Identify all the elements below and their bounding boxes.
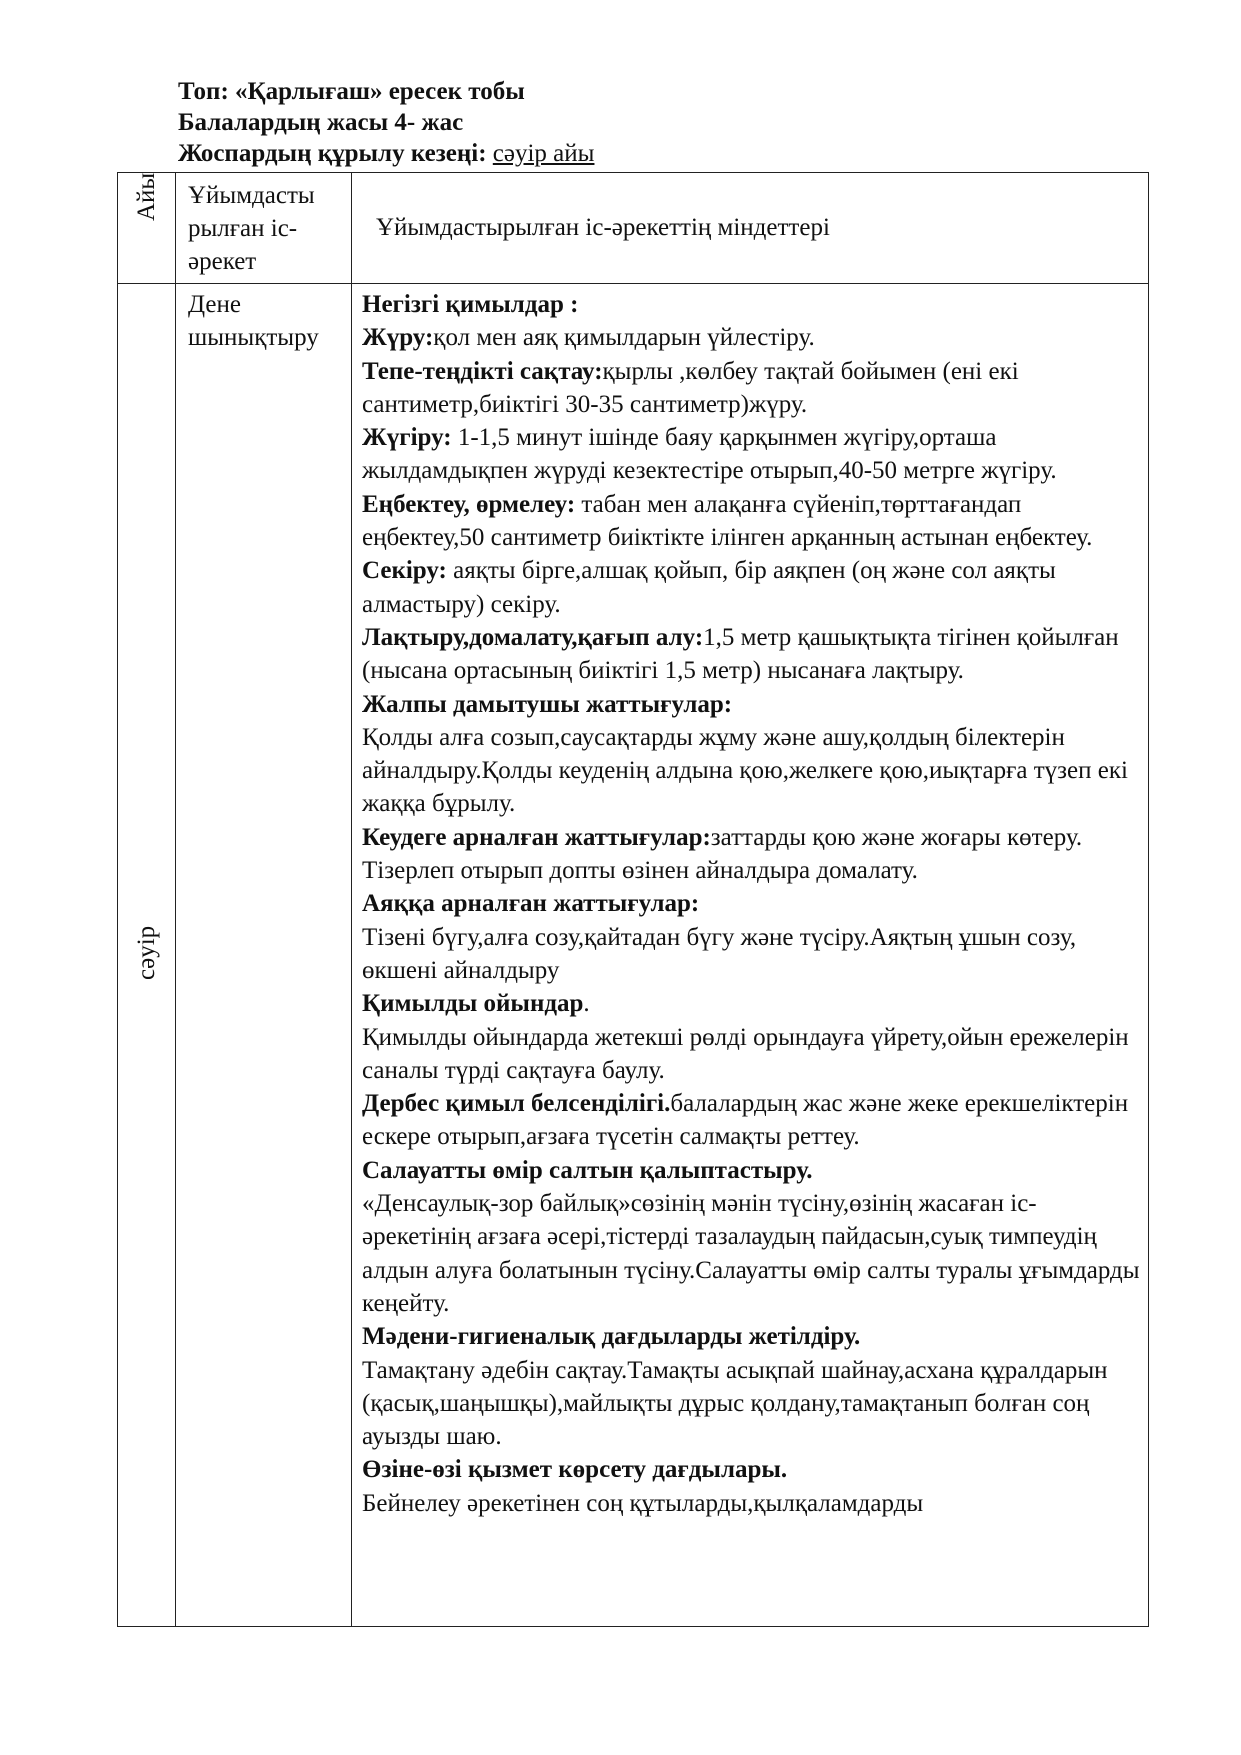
activity-column-header xyxy=(176,173,352,284)
goal-heading: Жүгіру: xyxy=(362,424,452,452)
goal-heading: Аяққа арналған жаттығулар: xyxy=(362,890,700,918)
goal-paragraph xyxy=(362,1154,1140,1187)
goal-text: . xyxy=(583,990,590,1018)
goal-text: «Денсаулық-зор байлық»сөзінің мәнін түсіну,өзінің жасаған іс-әрекетінің ағзаға әсері,тістерді тазалаудың пайдасын,суық тимпеудің алдын алуға болатынын түсіну.Салауатты өмір салты туралы ұғымдарды кеңейту. xyxy=(362,1190,1140,1317)
table-row xyxy=(118,284,1149,1627)
goal-text: аяқты бірге,алшақ қойып, бір аяқпен (оң және сол аяқты алмастыру) секіру. xyxy=(362,557,1056,618)
goal-heading: Қимылды ойындар xyxy=(362,990,584,1018)
goal-heading: Мәдени-гигиеналық дағдыларды жетілдіру. xyxy=(362,1323,861,1351)
table-header-row xyxy=(118,173,1149,284)
age-label: Балалардың жасы 4- жас xyxy=(178,109,464,136)
activity-line: Дене xyxy=(188,291,241,318)
goal-paragraph xyxy=(362,1487,1140,1520)
goal-text: заттарды қою және жоғары көтеру. Тізерлеп отырып допты өзінен айналдыра домалату. xyxy=(362,823,1083,885)
goal-text: Бейнелеу әрекетінен соң құтыларды,қылқаламдарды xyxy=(362,1489,924,1517)
group-label: Топ: «Қарлығаш» ересек тобы xyxy=(178,78,525,105)
period-value: сәуір айы xyxy=(492,140,595,167)
goal-heading: Лақтыру,домалату,қағып алу: xyxy=(362,623,704,651)
goal-heading: Тепе-теңдікті сақтау: xyxy=(362,357,603,385)
goal-heading: Салауатты өмір салтын қалыптастыру. xyxy=(362,1156,813,1184)
goal-paragraph xyxy=(362,1453,1140,1486)
goal-heading: Жалпы дамытушы жаттығулар: xyxy=(362,690,733,718)
goal-text: қырлы ,көлбеу тақтай бойымен (ені екі сантиметр,биіктігі 30-35 сантиметр)жүру. xyxy=(362,357,1019,418)
goal-paragraph xyxy=(362,488,1140,555)
goal-paragraph xyxy=(362,1354,1140,1454)
goal-paragraph xyxy=(362,1087,1140,1154)
goal-paragraph xyxy=(362,1320,1140,1353)
goal-paragraph xyxy=(362,921,1140,988)
goal-paragraph xyxy=(362,821,1140,888)
month-value: сәуір xyxy=(133,925,160,981)
activity-cell xyxy=(176,284,352,1627)
month-column-header: Айы xyxy=(133,173,160,222)
goals-content-cell xyxy=(352,284,1149,1627)
period-line xyxy=(178,138,594,169)
goal-paragraph xyxy=(362,1021,1140,1088)
goal-heading: Кеудеге арналған жаттығулар: xyxy=(362,823,711,851)
goal-text: Қолды алға созып,саусақтарды жұму және ашу,қолдың білектерін айналдыру.Қолды кеуденің алдына қою,желкеге қою,иықтарға түзеп екі жаққа бұрылу. xyxy=(362,723,1128,818)
goal-heading: Дербес қимыл белсенділігі. xyxy=(362,1090,671,1118)
goal-text: қол мен аяқ қимылдарын үйлестіру. xyxy=(433,324,815,352)
goal-text: балалардың жас және жеке ерекшеліктерін ескере отырып,ағзаға түсетін салмақты реттеу. xyxy=(362,1090,1129,1151)
plan-header xyxy=(178,76,594,169)
goal-text: Тамақтану әдебін сақтау.Тамақты асықпай шайнау,асхана құралдарын (қасық,шаңышқы),майлықты дұрыс қолдану,тамақтанып болған соң ауызды шаю. xyxy=(362,1356,1108,1451)
goal-text: табан мен алақанға сүйеніп,төрттағандап еңбектеу,50 сантиметр биіктікте ілінген арқанның астынан еңбектеу. xyxy=(362,490,1093,552)
activity-header-line: рылған іс- xyxy=(188,215,298,242)
goal-text: 1,5 метр қашықтықта тігінен қойылған (нысана ортасының биіктігі 1,5 метр) нысанаға лақтыру. xyxy=(362,623,1119,685)
goal-paragraph xyxy=(362,887,1140,920)
goal-paragraph xyxy=(362,688,1140,721)
goal-text: 1-1,5 минут ішінде баяу қарқынмен жүгіру,орташа жылдамдықпен жүруді кезектестіре отырып,40-50 метрге жүгіру. xyxy=(362,424,1057,485)
goal-paragraph xyxy=(362,421,1140,488)
month-header-cell xyxy=(118,173,176,284)
period-label: Жоспардың құрылу кезеңі: xyxy=(178,140,493,167)
goal-paragraph xyxy=(362,321,1140,354)
month-cell xyxy=(118,284,176,1627)
goal-paragraph xyxy=(362,1187,1140,1320)
goal-paragraph xyxy=(362,288,1140,321)
activity-header-line: әрекет xyxy=(188,248,257,275)
goal-heading: Негізгі қимылдар : xyxy=(362,291,579,318)
activity-header-line: Ұйымдасты xyxy=(188,182,315,209)
goal-heading: Еңбектеу, өрмелеу: xyxy=(362,490,576,518)
goal-paragraph xyxy=(362,554,1140,621)
goal-text: Тізені бүгу,алға созу,қайтадан бүгу және түсіру.Аяқтың ұшын созу, өкшені айналдыру xyxy=(362,923,1077,984)
goal-heading: Жүру: xyxy=(362,324,434,352)
goal-paragraph xyxy=(362,621,1140,688)
goals-column-header: Ұйымдастырылған іс-әрекеттің міндеттері xyxy=(352,173,1149,284)
goal-heading: Өзіне-өзі қызмет көрсету дағдылары. xyxy=(362,1456,788,1484)
goal-paragraph xyxy=(362,355,1140,422)
goal-text: Қимылды ойындарда жетекші рөлді орындауға үйрету,ойын ережелерін саналы түрді сақтауға баулу. xyxy=(362,1023,1129,1084)
activity-line: шынықтыру xyxy=(188,324,319,351)
goal-heading: Секіру: xyxy=(362,557,447,585)
plan-table xyxy=(117,172,1149,1627)
goal-paragraph xyxy=(362,987,1140,1020)
goal-paragraph xyxy=(362,721,1140,821)
